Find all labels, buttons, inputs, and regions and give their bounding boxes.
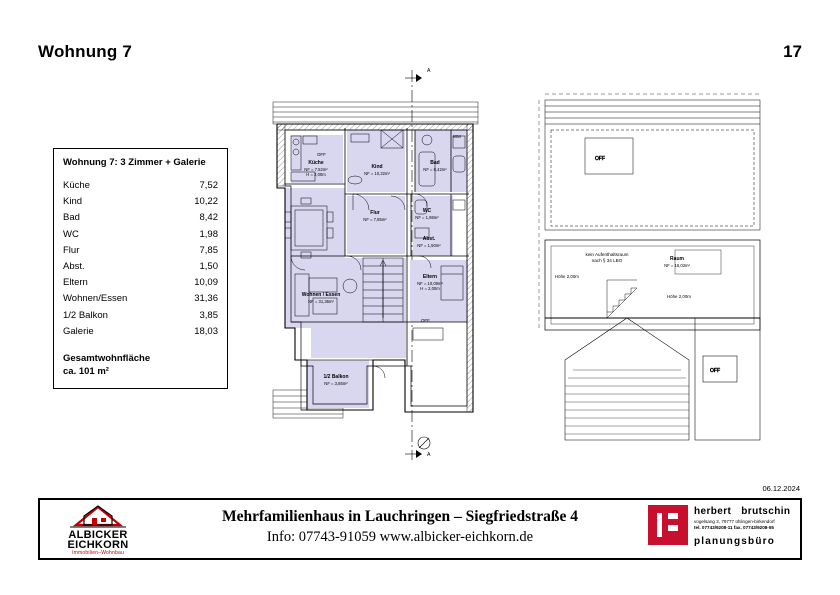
room-area: NF = 31,36m² bbox=[308, 298, 334, 304]
legend-value: 10,22 bbox=[194, 196, 218, 208]
logo-subtitle: Immobilien–Wohnbau bbox=[72, 550, 124, 556]
legend-value: 8,42 bbox=[199, 212, 218, 224]
room-name: 1/2 Balkon bbox=[323, 374, 349, 380]
svg-text:OFF: OFF bbox=[595, 156, 605, 162]
svg-text:OFF: OFF bbox=[710, 368, 720, 374]
section-mark-top: A bbox=[427, 68, 431, 74]
appliance-wm-label: WM bbox=[453, 134, 461, 139]
room-name: Bad bbox=[430, 160, 440, 166]
legend-row bbox=[63, 243, 218, 259]
room-area: NF = 1,98m² bbox=[415, 214, 439, 220]
legend-row bbox=[63, 210, 218, 226]
brutschin-name-first: herbert bbox=[694, 506, 732, 517]
logo-name-line2: EICHKORN bbox=[67, 539, 129, 551]
legend-label: Galerie bbox=[63, 325, 94, 337]
legend-row bbox=[63, 308, 218, 324]
legend-total-value: ca. 101 m² bbox=[63, 366, 109, 378]
section-mark-bottom: A bbox=[427, 452, 431, 458]
room-area: NF = 7,52m² bbox=[304, 166, 328, 172]
door-off-label: OFF bbox=[421, 318, 430, 323]
section-room-name: Raum bbox=[670, 256, 684, 262]
room-area: NF = 10,22m² bbox=[364, 170, 390, 176]
legend-label: Abst. bbox=[63, 261, 85, 273]
brutschin-address-1: vogelsang 2, 79777 ühlingen-birkendorf bbox=[694, 519, 775, 524]
legend-value: 31,36 bbox=[194, 293, 218, 305]
room-label-abst bbox=[411, 236, 447, 248]
room-label-eltern bbox=[410, 274, 450, 292]
project-title: Mehrfamilienhaus in Lauchringen – Siegfriedstraße 4 bbox=[221, 508, 579, 525]
section-height-right: Höhe 2,00m bbox=[667, 294, 691, 299]
legend-label: Wohnen/Essen bbox=[63, 293, 128, 305]
room-area: NF = 7,85m² bbox=[363, 216, 387, 222]
legend-total-label: Gesamtwohnfläche bbox=[63, 353, 151, 365]
section-note-line1: kein Aufenthaltsraum bbox=[585, 252, 629, 257]
room-label-kind bbox=[353, 164, 401, 176]
brutschin-name-last: brutschin bbox=[741, 506, 791, 517]
section-height-left: Höhe 2,00m bbox=[555, 274, 579, 279]
brutschin-mark-icon bbox=[648, 505, 688, 545]
legend-row bbox=[63, 194, 218, 210]
section-room-area: NF = 18,03m² bbox=[664, 262, 690, 268]
legend-row bbox=[63, 324, 218, 340]
page-number: 17 bbox=[783, 42, 802, 61]
legend-value: 1,98 bbox=[199, 228, 218, 240]
brutschin-name bbox=[694, 506, 790, 517]
plan-vector bbox=[255, 60, 805, 480]
room-label-flur bbox=[355, 210, 395, 222]
legend-row bbox=[63, 275, 218, 291]
brutschin-logo bbox=[648, 503, 798, 555]
logo-name-line1: ALBICKER bbox=[68, 529, 128, 541]
legend-total bbox=[63, 352, 218, 378]
legend-row bbox=[63, 259, 218, 275]
room-name: Abst. bbox=[422, 236, 436, 242]
drawing-date: 06.12.2024 bbox=[762, 484, 800, 493]
legend-row bbox=[63, 178, 218, 194]
room-label-kueche bbox=[291, 160, 341, 178]
legend-label: Kind bbox=[63, 196, 83, 208]
area-legend-box bbox=[53, 148, 228, 389]
room-name: WC bbox=[422, 208, 432, 214]
legend-value: 18,03 bbox=[194, 325, 218, 337]
room-area: NF = 3,85m² bbox=[324, 380, 348, 386]
legend-value: 10,09 bbox=[194, 277, 218, 289]
legend-value: 7,85 bbox=[199, 244, 218, 256]
legend-value: 1,50 bbox=[199, 261, 218, 273]
legend-title: Wohnung 7: 3 Zimmer + Galerie bbox=[63, 157, 206, 168]
page-title: Wohnung 7 bbox=[38, 42, 133, 61]
room-height: H = 2,00m bbox=[420, 286, 440, 292]
brutschin-subtitle: planungsbüro bbox=[694, 536, 776, 547]
legend-label: Flur bbox=[63, 244, 80, 256]
room-area: NF = 10,09m² bbox=[417, 280, 443, 286]
door-off-label: OFF bbox=[317, 152, 326, 157]
albicker-eichkorn-logo bbox=[46, 503, 150, 555]
footer-text bbox=[150, 506, 650, 547]
room-label-wohnen-essen bbox=[291, 292, 351, 304]
house-logo-icon bbox=[46, 503, 150, 529]
legend-label: Eltern bbox=[63, 277, 88, 289]
legend-row bbox=[63, 227, 218, 243]
room-area: NF = 1,50m² bbox=[417, 242, 441, 248]
room-name: Kind bbox=[371, 164, 383, 170]
legend-value: 7,52 bbox=[199, 180, 218, 191]
legend-label: Küche bbox=[63, 180, 90, 191]
section-room-label bbox=[647, 256, 707, 268]
room-label-bad bbox=[415, 160, 455, 172]
legend-label: WC bbox=[63, 228, 79, 240]
floor-plan-drawing bbox=[255, 60, 805, 480]
legend-value: 3,85 bbox=[199, 309, 218, 321]
room-name: Küche bbox=[308, 160, 324, 166]
room-name: Flur bbox=[370, 210, 380, 216]
room-label-balkon bbox=[309, 374, 363, 386]
room-height: H = 2,00m bbox=[306, 172, 326, 178]
room-name: Wohnen / Essen bbox=[301, 292, 341, 298]
room-label-wc bbox=[411, 208, 443, 220]
section-note-line2: nach § 34 LBO bbox=[591, 257, 623, 263]
brutschin-address-2: tel. 07743/9208-11 fax. 07743/9208-55 bbox=[694, 525, 774, 530]
legend-label: Bad bbox=[63, 212, 80, 224]
legend-row bbox=[63, 291, 218, 307]
room-name: Eltern bbox=[422, 274, 438, 280]
room-area: NF = 8,42m² bbox=[423, 166, 447, 172]
legend-label: 1/2 Balkon bbox=[63, 309, 108, 321]
contact-info: Info: 07743-91059 www.albicker-eichkorn.de bbox=[266, 529, 534, 545]
